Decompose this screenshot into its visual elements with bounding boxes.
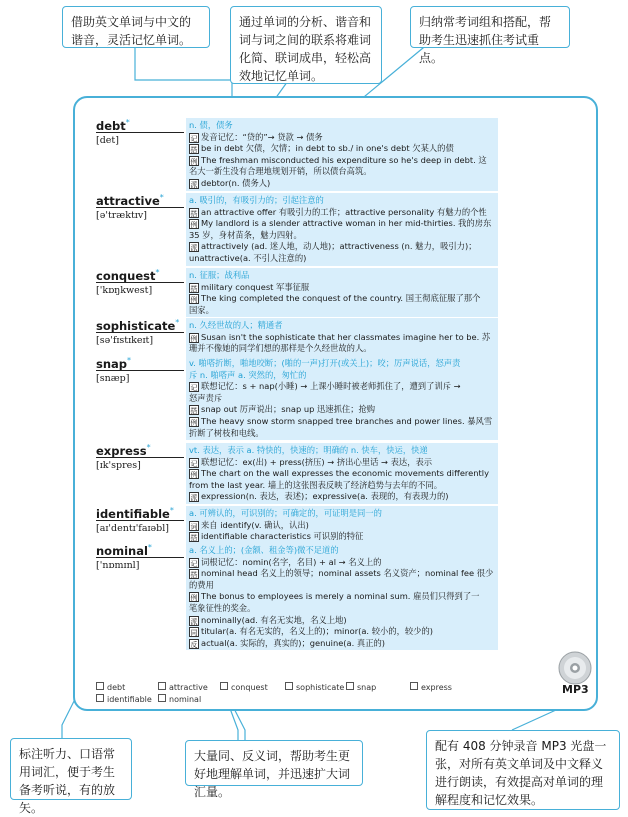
checkbox-icon	[410, 682, 418, 690]
callout-text: 大量同、反义词，帮助考生更好地理解单词，并迅速扩大词汇量。	[194, 749, 351, 799]
headword: debt*	[96, 118, 130, 133]
definition-line: from the last year. 墙上的这张图表反映了经济趋势与去年的不同。	[189, 479, 443, 490]
definition-line: 例 My landlord is a slender attractive woman in her mid-thirties. 我的房东	[190, 218, 492, 230]
headword-rule	[96, 457, 184, 458]
definition-line: 反 actual(a. 实际的，真实的)；genuine(a. 真正的)	[190, 637, 386, 649]
phonetic: ['nɒmɪnl]	[96, 559, 140, 571]
definition-line: 折断了树枝和电线。	[189, 427, 264, 438]
cd-icon	[558, 651, 592, 685]
checkbox-icon	[158, 682, 166, 690]
example-tag-icon: 例	[190, 296, 198, 305]
headword-rule	[96, 332, 184, 333]
checkbox-icon	[220, 682, 228, 690]
phonetic: [ə'træktɪv]	[96, 209, 147, 221]
definition-line: 笔象征性的奖金。	[189, 602, 256, 613]
mem-tag-icon: 记	[190, 384, 198, 393]
callout-text: 标注听力、口语常用词汇，便于考生备考听说，有的放矢。	[19, 747, 116, 815]
callout-text: 配有 408 分钟录音 MP3 光盘一张，对所有英文单词及中文释义进行朗读，有效提高对单词的理解程度和记忆效果。	[435, 739, 607, 807]
definition-line: 搭 military conquest 军事征服	[190, 281, 310, 293]
phrase-tag-icon: 搭	[190, 534, 198, 543]
callout-text: 借助英文单词与中文的谐音，灵活记忆单词。	[71, 15, 192, 47]
phrase-tag-icon: 搭	[190, 571, 198, 580]
headword: attractive*	[96, 193, 164, 208]
checkbox-icon	[96, 682, 104, 690]
callout-text: 归纳常考词组和搭配，帮助考生迅速抓住考试重点。	[419, 15, 552, 65]
phrase-tag-icon: 搭	[190, 284, 198, 293]
example-tag-icon: 例	[190, 334, 198, 343]
checklist-item[interactable]: conquest	[220, 682, 268, 692]
definition-line: 例 Susan isn't the sophisticate that her classmates imagine her to be. 苏	[190, 331, 491, 343]
definition-line: 例 The freshman misconducted his expenditure so he's deep in debt. 这	[190, 154, 487, 166]
example-tag-icon: 例	[190, 418, 198, 427]
definition-line: 例 The bonus to employees is merely a nominal sum. 雇员们只得到了一	[190, 591, 480, 603]
headword-rule	[96, 282, 184, 283]
definition-line: 派 expression(n. 表达，表述)；expressive(a. 表现的，有表现力的)	[190, 491, 449, 503]
checklist-item[interactable]: express	[410, 682, 452, 692]
ant-tag-icon: 反	[190, 640, 198, 649]
mem-tag-icon: 记	[190, 134, 198, 143]
definition-block	[186, 318, 498, 356]
definition-block	[186, 193, 498, 266]
headword: express*	[96, 443, 151, 458]
definition-line: 派 debtor(n. 债务人)	[190, 177, 271, 189]
definition-line: a. 名义上的；(金额、租金等)微不足道的	[189, 545, 339, 555]
callout-mp3	[426, 730, 620, 810]
definition-line: 斥 n. 啪嗒声 a. 突然的，匆忙的	[189, 369, 307, 380]
callout-synonyms	[185, 740, 363, 799]
deriv-tag-icon: 派	[190, 180, 198, 189]
definition-line: a. 可辨认的，可识别的；可确定的，可证明是同一的	[189, 508, 382, 518]
definition-line: 的费用	[189, 579, 214, 590]
definition-line: 例 The chart on the wall expresses the economic movements differently	[190, 468, 489, 480]
definition-line: 搭 be in debt 欠债，欠情；in debt to sb./ in one's debt 欠某人的债	[190, 143, 454, 155]
definition-line: 例 The king completed the conquest of the country. 国王彻底征服了那个	[190, 293, 481, 305]
example-tag-icon: 例	[190, 221, 198, 230]
definition-line: 搭 identifiable characteristics 可识别的特征	[190, 531, 364, 543]
mp3-label: MP3	[562, 683, 589, 696]
definition-line: 记 联想记忆：s + nap(小睡) → 上课小睡时被老师抓住了，遭到了训斥 →	[190, 381, 461, 393]
checklist-item[interactable]: snap	[346, 682, 376, 692]
syn-tag-icon: 同	[190, 629, 198, 638]
definition-block	[186, 118, 498, 191]
callout-homophone	[62, 6, 210, 48]
definition-line: 例 The heavy snow storm snapped tree branches and power lines. 暴风雪	[190, 415, 493, 427]
phonetic: [det]	[96, 134, 119, 146]
headword-rule	[96, 370, 184, 371]
callout-text: 通过单词的分析、谐音和词与词之间的联系将难词化简、联词成串，轻松高效地记忆单词。	[239, 15, 372, 83]
phrase-tag-icon: 搭	[190, 146, 198, 155]
headword-rule	[96, 520, 184, 521]
definition-line: 名大一新生没有合理地规划开销，所以债台高筑。	[189, 166, 372, 177]
definition-block	[186, 268, 498, 317]
definition-line: 记 发音记忆：“贷的”→ 贷款 → 债务	[190, 131, 323, 143]
definition-line: vt. 表达，表示 a. 特快的，快速的；明确的 n. 快车，快运，快递	[189, 445, 428, 455]
example-tag-icon: 例	[190, 471, 198, 480]
headword-rule	[96, 207, 184, 208]
definition-line: 国家。	[189, 304, 214, 315]
checkbox-icon	[285, 682, 293, 690]
headword: snap*	[96, 356, 132, 371]
example-tag-icon: 例	[190, 594, 198, 603]
definition-line: 同 titular(a. 有名无实的，名义上的)；minor(a. 较小的，较少的)	[190, 626, 434, 638]
phrase-tag-icon: 搭	[190, 209, 198, 218]
phonetic: ['kɒŋkwest]	[96, 284, 153, 296]
phonetic: [snæp]	[96, 372, 130, 384]
headword: conquest*	[96, 268, 160, 283]
mem-tag-icon: 记	[190, 559, 198, 568]
deriv-tag-icon: 派	[190, 617, 198, 626]
definition-block	[186, 443, 498, 504]
phonetic: [ɪk'spres]	[96, 459, 141, 471]
definition-line: 派 nominally(ad. 有名无实地，名义上地)	[190, 614, 347, 626]
checkbox-icon	[158, 694, 166, 702]
definition-block	[186, 356, 498, 440]
deriv-tag-icon: 派	[190, 494, 198, 503]
source-tag-icon: 词	[190, 522, 198, 531]
definition-line: 记 联想记忆：ex(出) + press(挤压) → 挤出心里话 → 表达，表示	[190, 456, 433, 468]
callout-association	[230, 6, 382, 84]
phonetic: [aɪ'dentɪ'faɪəbl]	[96, 522, 169, 534]
definition-line: 35 岁，身材苗条，魅力四射。	[189, 229, 302, 240]
definition-line: n. 征服；战利品	[189, 270, 250, 280]
definition-line: 搭 snap out 厉声说出；snap up 迅速抓住；抢购	[190, 404, 376, 416]
callout-listening	[10, 738, 132, 815]
definition-line: 派 attractively (ad. 迷人地，动人地)；attractiveness (n. 魅力，吸引力)；	[190, 241, 477, 253]
definition-line: 搭 an attractive offer 有吸引力的工作；attractive personality 有魅力的个性	[190, 206, 487, 218]
callout-phrases	[410, 6, 570, 65]
definition-line: 词 来自 identify(v. 确认，认出)	[190, 519, 309, 531]
checklist-item[interactable]: identifiable	[96, 694, 152, 704]
example-tag-icon: 例	[190, 157, 198, 166]
checkbox-icon	[346, 682, 354, 690]
definition-block	[186, 506, 498, 544]
definition-block	[186, 543, 498, 650]
definition-line: n. 债，债务	[189, 120, 233, 130]
definition-line: 怒声责斥	[189, 392, 223, 403]
phonetic: [sə'fɪstɪkeɪt]	[96, 334, 154, 346]
definition-line: 搭 nominal head 名义上的领导；nominal assets 名义资产；nominal fee 很少	[190, 568, 494, 580]
checkbox-icon	[96, 694, 104, 702]
checklist-item[interactable]: sophisticate	[285, 682, 344, 692]
deriv-tag-icon: 派	[190, 244, 198, 253]
definition-line: unattractive(a. 不引人注意的)	[189, 252, 307, 263]
checklist-item[interactable]: nominal	[158, 694, 201, 704]
headword: nominal*	[96, 543, 152, 558]
headword-rule	[96, 132, 184, 133]
checklist-item[interactable]: debt	[96, 682, 125, 692]
mem-tag-icon: 记	[190, 459, 198, 468]
headword: sophisticate*	[96, 318, 180, 333]
definition-line: 记 词根记忆：nomin(名字，名目) + al → 名义上的	[190, 556, 382, 568]
definition-line: 珊并不像她的同学们想的那样是个久经世故的人。	[189, 343, 372, 354]
definition-line: a. 吸引的，有吸引力的；引起注意的	[189, 195, 324, 205]
definition-line: v. 啪嗒折断，啪地咬断；(啪的一声)打开(或关上)；咬；厉声说话，怒声责	[189, 358, 461, 368]
headword-rule	[96, 557, 184, 558]
headword: identifiable*	[96, 506, 174, 521]
definition-line: n. 久经世故的人；精通者	[189, 320, 283, 330]
checklist-item[interactable]: attractive	[158, 682, 208, 692]
phrase-tag-icon: 搭	[190, 407, 198, 416]
